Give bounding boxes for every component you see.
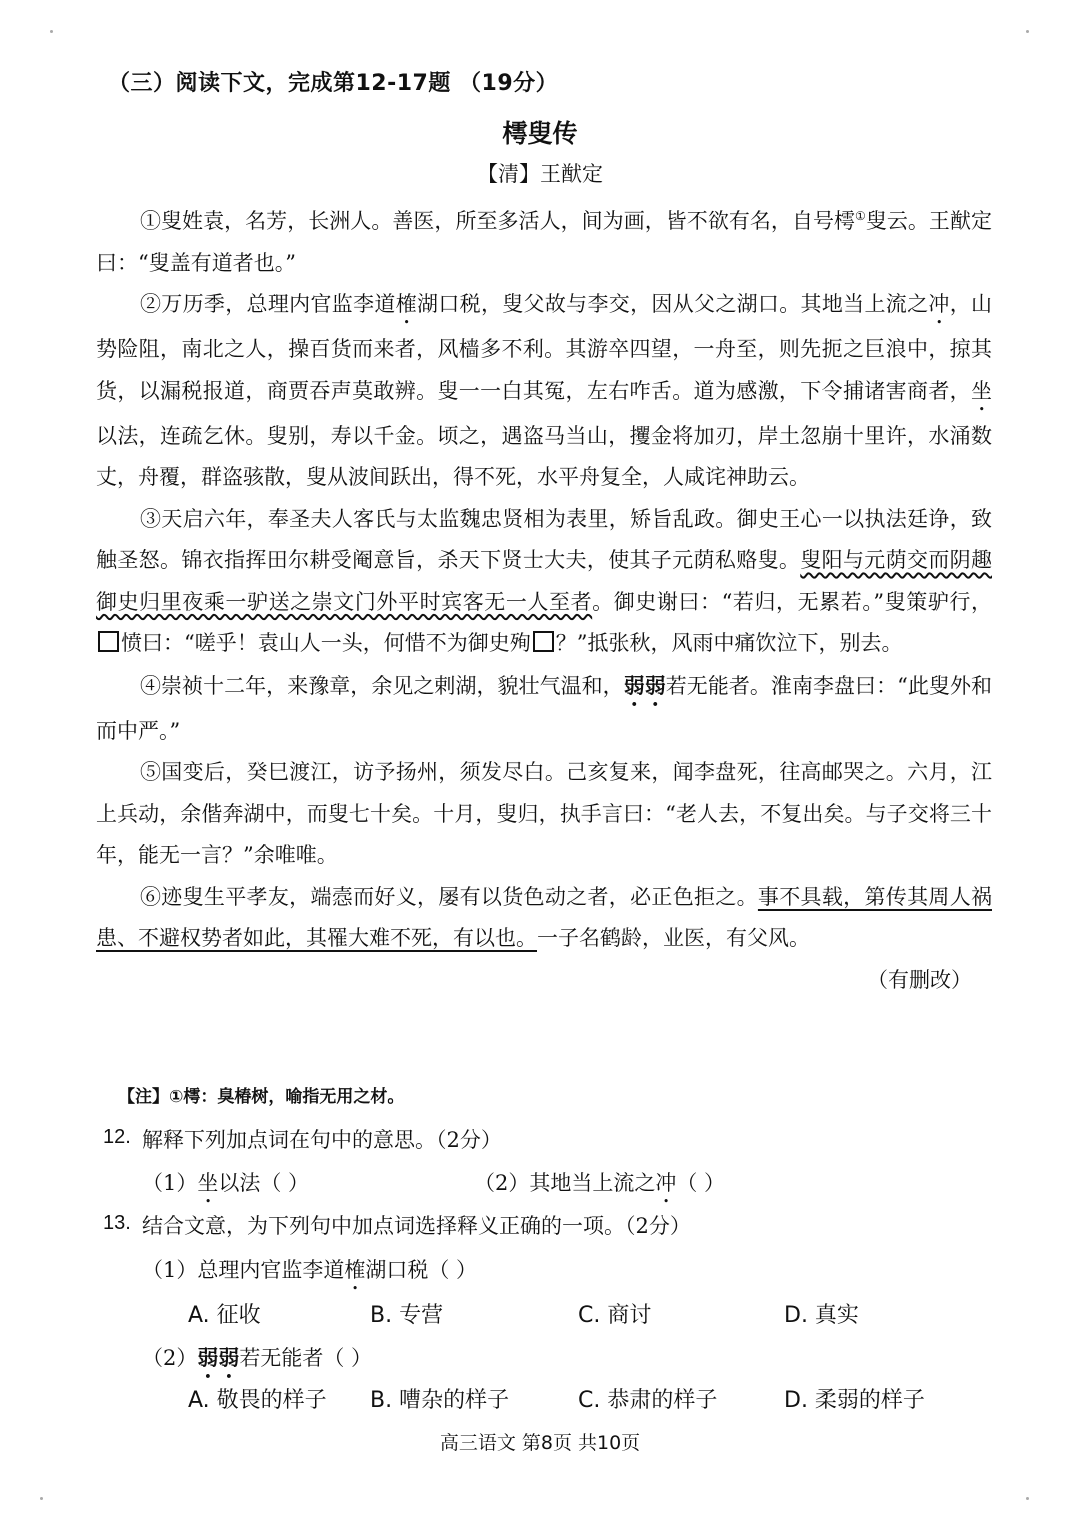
p6-text-b: 一子名鹤龄，业医，有父风。 [537, 926, 810, 950]
source-note: （有删改） [867, 967, 972, 992]
scan-speck [40, 1497, 43, 1500]
page-footer: 高三语文 第8页 共10页 [439, 1432, 641, 1454]
p3-text-b: 。御史谢曰：“若归，无累若。”叟策驴行， [592, 589, 992, 614]
section-heading: （三）阅读下文，完成第12-17题 （19分） [108, 71, 559, 96]
p2-text-a: ②万历季，总理内官监李道 [140, 292, 396, 316]
paragraph-2 [96, 284, 992, 499]
paragraph-3 [96, 499, 992, 665]
question-13-stem: 结合文意，为下列句中加点词选择释义正确的一项。（2分） [142, 1214, 691, 1238]
p1-text-a: ①叟姓袁，名芳，长洲人。善医，所至多活人，间为画，皆不欲有名，自号樗 [140, 209, 856, 233]
scan-speck [1026, 30, 1029, 33]
p2-text-c: ，山势险阻，南北之人，操百货而来者，风樯多不利。其游卒四望，一舟至，则先扼之巨浪中，掠其货，以漏税报道，商贾吞声莫敢辨。叟一一白其冤，左右咋舌。道为感激，下令捕诸害商者， [96, 292, 993, 403]
blank-box [98, 631, 119, 652]
footnote: 【注】①樗：臭椿树，喻指无用之材。 [118, 1087, 405, 1107]
passage-author: 【清】王猷定 [477, 162, 603, 186]
q13-sub1-rest: 湖口税（ ） [365, 1258, 478, 1282]
passage-title: 樗叟传 [502, 119, 578, 148]
p3-text-d: ？”抵张秋，风雨中痛饮泣下，别去。 [555, 631, 903, 655]
p4-text-b: 若无能者。淮南李盘曰：“此叟外和而中严。” [96, 673, 992, 743]
q12-item2-prefix: （2）其地当上流之 [474, 1171, 656, 1195]
q13-sub2-prefix: （2） [142, 1346, 198, 1370]
wavy-underlined-sentence: 叟阳与元荫交而阴趣御史归里夜乘一驴送之崇文门外平时宾客无一人至者 [96, 548, 992, 614]
dotted-word-chong: 冲 [928, 292, 950, 316]
p4-text-a: ④崇祯十二年，来豫章，余见之剌湖，貌壮气温和， [140, 673, 624, 698]
underlined-sentence: 事不具载，第传其周人祸患、不避权势者如此，其罹大难不死，有以也。 [96, 884, 992, 950]
q13-1-option-b: B. 专营 [370, 1303, 444, 1328]
p3-text-c: 愤曰：“嗟乎！袁山人一头，何惜不为御史殉 [121, 631, 531, 655]
scan-speck [50, 30, 53, 33]
passage-body [96, 196, 992, 1001]
question-12-stem: 解释下列加点词在句中的意思。（2分） [142, 1128, 502, 1152]
q13-1-option-a: A. 征收 [188, 1303, 261, 1328]
q13-2-option-b: B. 嘈杂的样子 [370, 1388, 510, 1413]
q12-item2-rest: （ ） [676, 1171, 726, 1195]
paragraph-1 [96, 196, 992, 284]
question-12-number: 12. [103, 1126, 131, 1148]
q12-dotted-chong: 冲 [655, 1171, 677, 1195]
p6-text-a: ⑥迹叟生平孝友，端悫而好义，屡有以货色动之者，必正色拒之。 [140, 884, 758, 909]
paragraph-6 [96, 877, 992, 960]
q13-2-option-d: D. 柔弱的样子 [784, 1388, 925, 1413]
q12-item1-rest: 以法（ ） [218, 1171, 310, 1195]
q13-dotted-que: 榷 [344, 1258, 366, 1282]
q13-dotted-yiyi: 弱弱 [197, 1345, 240, 1370]
footnote-marker: ① [855, 209, 866, 223]
blank-box [533, 631, 554, 652]
q13-1-option-d: D. 真实 [784, 1303, 859, 1328]
q13-2-option-a: A. 敬畏的样子 [188, 1388, 327, 1413]
q13-2-option-c: C. 恭肃的样子 [578, 1388, 718, 1413]
p3-text-a: ③天启六年，奉圣夫人客氏与太监魏忠贤相为表里，矫旨乱政。御史王心一以执法廷诤，致触圣怒。锦衣指挥田尔耕受阉意旨，杀天下贤士大夫，使其子元荫私赂叟。 [96, 506, 992, 572]
scan-speck [1026, 1497, 1029, 1500]
question-13-sub-1 [142, 1254, 477, 1295]
question-12-item-2 [474, 1167, 725, 1208]
q13-sub2-rest: 若无能者（ ） [239, 1346, 373, 1370]
p2-text-b: 湖口税，叟父故与李交，因从父之湖口。其地当上流之 [417, 292, 929, 316]
question-12-item-1 [142, 1167, 309, 1208]
question-13-number: 13. [103, 1212, 131, 1234]
q12-dotted-zuo: 坐 [197, 1171, 219, 1195]
paragraph-4 [96, 665, 992, 753]
question-13-sub-2 [142, 1342, 372, 1383]
paragraph-5: ⑤国变后，癸巳渡江，访予扬州，须发尽白。己亥复来，闻李盘死，往高邮哭之。六月，江上兵动，余偕奔湖中，而叟七十矣。十月，叟归，执手言曰：“老人去，不复出矣。与子交将三十年，能无一言？”余唯唯。 [96, 760, 992, 867]
dotted-word-que: 榷 [395, 292, 418, 316]
q12-item1-prefix: （1） [142, 1171, 198, 1195]
q13-1-option-c: C. 商讨 [578, 1303, 652, 1328]
dotted-word-yiyi: 弱弱 [623, 672, 666, 698]
dotted-word-zuo: 坐 [971, 378, 992, 403]
q13-sub1-prefix: （1）总理内官监李道 [142, 1258, 345, 1282]
p1-text-b: 叟云。王猷定曰：“叟盖有道者也。” [96, 209, 992, 275]
p2-text-d: 以法，连疏乞休。叟别，寿以千金。顷之，遇盗马当山，攫金将加刃，岸土忽崩十里许，水涌数丈，舟覆，群盗骇散，叟从波间跃出，得不死，水平舟复全，人咸诧神助云。 [96, 423, 992, 489]
